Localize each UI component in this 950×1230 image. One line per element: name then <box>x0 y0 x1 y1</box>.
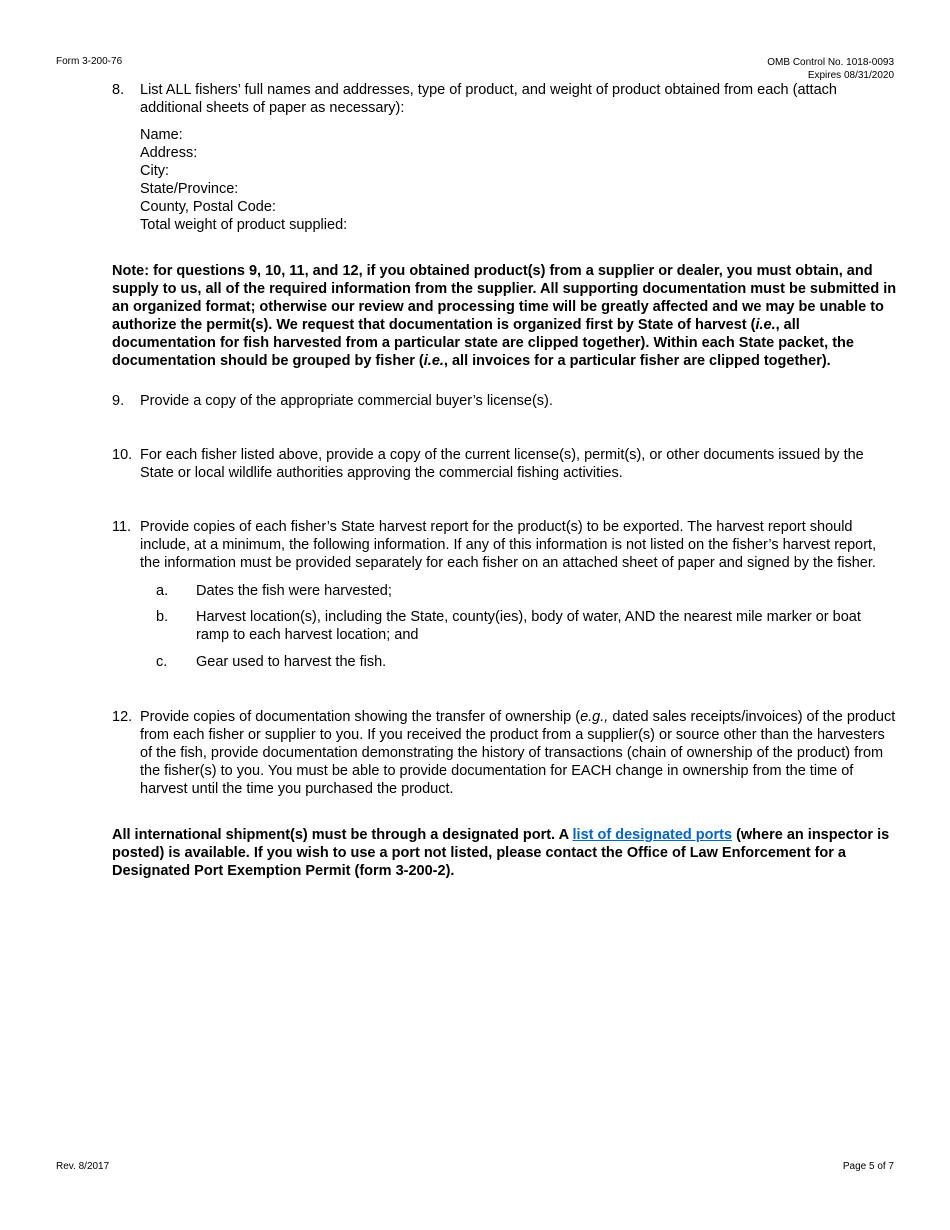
question-11-item-a <box>112 582 897 600</box>
field-address-label: Address: <box>140 145 198 161</box>
field-state-label: State/Province: <box>140 181 239 197</box>
form-number: Form 3-200-76 <box>56 56 123 67</box>
q12-eg: e.g., <box>580 709 609 725</box>
question-9 <box>112 392 897 410</box>
form-body <box>112 81 897 880</box>
note-paragraph <box>112 262 897 370</box>
q12-text-1: Provide copies of documentation showing the transfer of ownership ( <box>140 709 581 725</box>
question-11-item-c <box>112 653 897 671</box>
item-letter: a. <box>156 583 169 599</box>
omb-block <box>767 56 894 82</box>
q12-text-2: dated sales receipts/invoices) of the product from each fisher or supplier to you. If you received the product from a supplier(s) or source other than the harvesters of the fish, provide documentation demonstrating the history of transactions (chain of ownership of the product) from the fisher(s) to you. You must be able to provide documentation for EACH change in ownership from the time of harvest until the time you purchased the product. <box>140 709 896 797</box>
note-ie-2: i.e. <box>423 353 444 369</box>
question-10 <box>112 446 897 482</box>
field-city-label: City: <box>140 163 169 179</box>
question-number: 12. <box>112 709 133 725</box>
designated-port-notice <box>112 826 897 880</box>
question-number: 11. <box>112 519 132 535</box>
designated-ports-link[interactable]: list of designated ports <box>572 827 733 843</box>
item-letter: b. <box>156 609 169 625</box>
revision-date: Rev. 8/2017 <box>56 1161 110 1172</box>
item-text: Harvest location(s), including the State, county(ies), body of water, AND the nearest mile marker or boat ramp to each harvest location; and <box>196 609 861 643</box>
field-total-weight-label: Total weight of product supplied: <box>140 217 348 233</box>
note-text-3: , all invoices for a particular fisher are clipped together). <box>443 353 831 369</box>
question-8 <box>112 81 897 234</box>
port-text-1: All international shipment(s) must be through a designated port. A <box>112 827 573 843</box>
question-text <box>140 708 897 798</box>
question-text: Provide a copy of the appropriate commercial buyer’s license(s). <box>140 393 553 409</box>
omb-control-number: OMB Control No. 1018-0093 <box>767 57 894 68</box>
page-number: Page 5 of 7 <box>842 1161 894 1172</box>
item-text: Dates the fish were harvested; <box>196 583 392 599</box>
note-ie-1: i.e. <box>755 317 776 333</box>
note-text-1: Note: for questions 9, 10, 11, and 12, if you obtained product(s) from a supplier or dealer, you must obtain, and supply to us, all of the required information from the supplier. All supporting documentation must be submitted in an organized format; otherwise our review and processing time will be greatly affected and we may be unable to authorize the permit(s). We request that documentation is organized first by State of harvest ( <box>112 263 897 333</box>
expiration-date: Expires 08/31/2020 <box>807 70 894 81</box>
question-text: List ALL fishers’ full names and addresses, type of product, and weight of product obtained from each (attach additional sheets of paper as necessary): <box>140 82 837 116</box>
note-text-2: , all documentation for fish harvested from a particular state are clipped together). Within each State packet, the documentation should be grouped by fisher ( <box>112 317 854 369</box>
item-letter: c. <box>156 654 168 670</box>
question-number: 10. <box>112 447 133 463</box>
question-12 <box>112 708 897 798</box>
field-name-label: Name: <box>140 127 183 143</box>
item-text: Gear used to harvest the fish. <box>196 654 387 670</box>
question-number: 8. <box>112 82 125 98</box>
fisher-fields <box>140 126 897 234</box>
question-text: Provide copies of each fisher’s State harvest report for the product(s) to be exported. The harvest report should include, at a minimum, the following information. If any of this information is not listed on the fisher’s harvest report, the information must be provided separately for each fisher on an attached sheet of paper and signed by the fisher. <box>140 519 877 571</box>
question-11-item-b <box>112 608 897 644</box>
port-text-2: (where an inspector is posted) is available. If you wish to use a port not listed, please contact the Office of Law Enforcement for a Designated Port Exemption Permit (form 3-200-2). <box>112 827 890 879</box>
question-text: For each fisher listed above, provide a copy of the current license(s), permit(s), or other documents issued by the State or local wildlife authorities approving the commercial fishing activities. <box>140 447 864 481</box>
question-number: 9. <box>112 393 125 409</box>
question-11 <box>112 518 897 572</box>
field-county-postal-label: County, Postal Code: <box>140 199 276 215</box>
